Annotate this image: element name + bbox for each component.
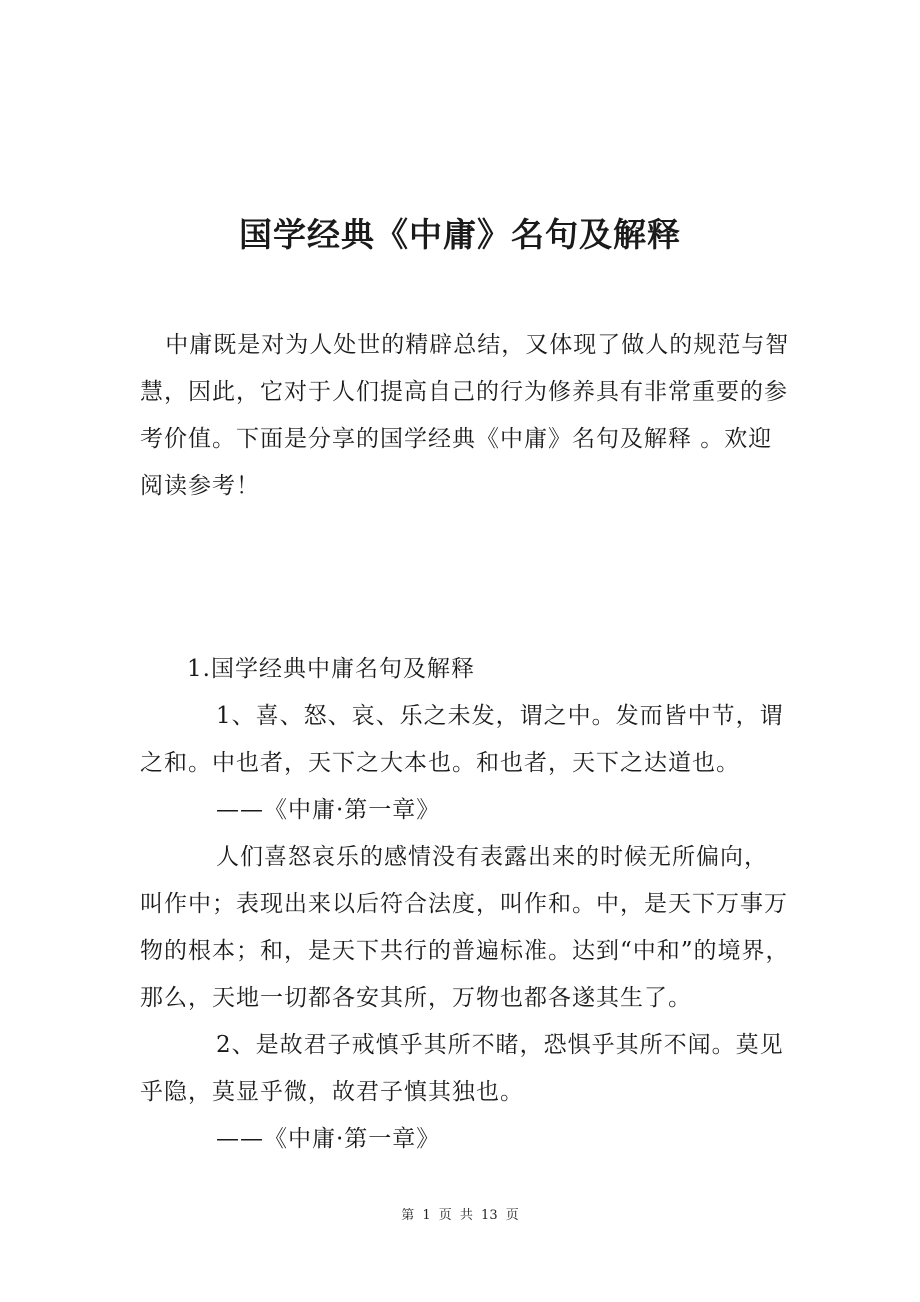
intro-paragraph: 中庸既是对为人处世的精辟总结，又体现了做人的规范与智慧，因此，它对于人们提高自己的行为修养具有非常重要的参考价值。下面是分享的国学经典《中庸》名句及解释 。欢迎阅读参考！ (140, 332, 790, 499)
quote-1-source: ——《中庸·第一章》 (216, 797, 441, 823)
page-footer: 第 1 页 共 13 页 (401, 1208, 519, 1223)
quote-1: 1、喜、怒、哀、乐之未发，谓之中。发而皆中节，谓之和。中也者，天下之大本也。和也者，天下之达道也。 (140, 703, 784, 776)
document-title: 国学经典《中庸》名句及解释 (239, 215, 681, 255)
quote-2-source: ——《中庸·第一章》 (216, 1126, 441, 1152)
quote-2: 2、是故君子戒慎乎其所不睹，恐惧乎其所不闻。莫见乎隐，莫显乎微，故君子慎其独也。 (140, 1032, 784, 1105)
intro-section (140, 322, 790, 510)
quotes-section (140, 646, 790, 1163)
section-heading: 1.国学经典中庸名句及解释 (187, 656, 475, 682)
quote-1-explanation: 人们喜怒哀乐的感情没有表露出来的时候无所偏向，叫作中；表现出来以后符合法度，叫作和。中，是天下万事万物的根本；和，是天下共行的普遍标准。达到“中和”的境界，那么，天地一切都各安其所，万物也都各遂其生了。 (140, 844, 790, 1011)
